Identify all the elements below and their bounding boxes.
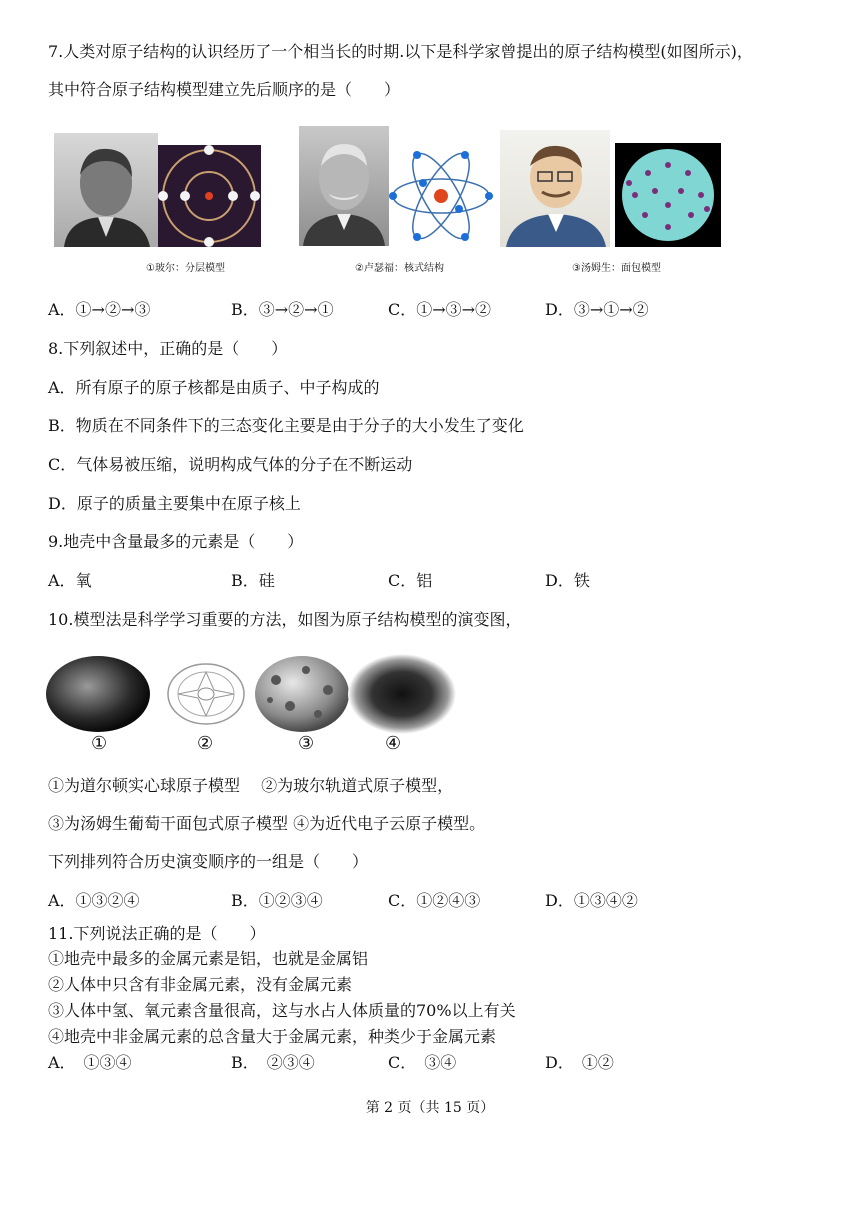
- q11-statement-1: ①地壳中最多的金属元素是铝，也就是金属铝: [48, 949, 369, 968]
- q10-option-d[interactable]: D．①③④②: [545, 891, 638, 910]
- page-footer: 第 2 页（共 15 页）: [365, 1100, 495, 1116]
- q8-option-b[interactable]: B．物质在不同条件下的三态变化主要是由于分子的大小发生了变化: [48, 416, 524, 435]
- q7-caption-3: ③汤姆生：面包模型: [572, 263, 661, 274]
- q9-stem: 9.地壳中含量最多的元素是（ ）: [48, 532, 304, 551]
- q7-option-a[interactable]: A．①→②→③: [48, 300, 151, 319]
- electron-cloud: [348, 654, 456, 734]
- q9-option-b[interactable]: B．硅: [231, 571, 275, 590]
- fig-label-2: ②: [197, 733, 214, 754]
- q7-stem-line2: 其中符合原子结构模型建立先后顺序的是（ ）: [48, 80, 401, 99]
- q10-option-c[interactable]: C．①②④③: [388, 891, 481, 910]
- q8-stem: 8.下列叙述中，正确的是（ ）: [48, 339, 288, 358]
- q10-stem: 10.模型法是科学学习重要的方法，如图为原子结构模型的演变图，: [48, 610, 522, 629]
- fig-label-3: ③: [298, 733, 315, 754]
- q11-statement-4: ④地壳中非金属元素的总含量大于金属元素，种类少于金属元素: [48, 1027, 497, 1046]
- q7-caption-1: ①玻尔：分层模型: [146, 263, 225, 274]
- fig-label-4: ④: [385, 733, 402, 754]
- bohr-layer-model-image: [158, 145, 261, 247]
- dalton-solid-sphere: [46, 656, 150, 732]
- q10-ask: 下列排列符合历史演变顺序的一组是（ ）: [48, 852, 369, 871]
- q7-stem-line1: 7.人类对原子结构的认识经历了一个相当长的时期.以下是科学家曾提出的原子结构模型(如图所示)，: [48, 42, 753, 61]
- q11-option-b[interactable]: B． ②③④: [231, 1053, 315, 1072]
- q8-option-a[interactable]: A．所有原子的原子核都是由质子、中子构成的: [48, 378, 380, 397]
- q10-option-b[interactable]: B．①②③④: [231, 891, 323, 910]
- q11-option-c[interactable]: C． ③④: [388, 1053, 457, 1072]
- thomson-raisin-sphere: [255, 656, 349, 732]
- q11-statement-3: ③人体中氢、氧元素含量很高，这与水占人体质量的70%以上有关: [48, 1001, 516, 1020]
- q8-option-d[interactable]: D．原子的质量主要集中在原子核上: [48, 494, 301, 513]
- rutherford-portrait: [299, 126, 389, 246]
- q7-option-c[interactable]: C．①→③→②: [388, 300, 492, 319]
- q8-option-c[interactable]: C．气体易被压缩，说明构成气体的分子在不断运动: [48, 455, 413, 474]
- thomson-pudding-model-image: [615, 143, 721, 247]
- q11-option-d[interactable]: D． ①②: [545, 1053, 614, 1072]
- q9-option-c[interactable]: C．铝: [388, 571, 433, 590]
- rutherford-nuclear-model-image: [389, 145, 494, 247]
- q10-desc-line2: ③为汤姆生葡萄干面包式原子模型 ④为近代电子云原子模型。: [48, 814, 486, 833]
- q11-stem: 11.下列说法正确的是（ ）: [48, 924, 266, 943]
- thomson-portrait: [500, 130, 610, 247]
- bohr-portrait: [54, 133, 158, 247]
- fig-label-1: ①: [91, 733, 108, 754]
- bohr-orbit-sketch: [168, 664, 244, 724]
- q7-option-d[interactable]: D．③→①→②: [545, 300, 649, 319]
- q7-option-b[interactable]: B．③→②→①: [231, 300, 334, 319]
- q10-desc-line1: ①为道尔顿实心球原子模型 ②为玻尔轨道式原子模型，: [48, 776, 454, 795]
- q11-statement-2: ②人体中只含有非金属元素，没有金属元素: [48, 975, 353, 994]
- q9-option-d[interactable]: D．铁: [545, 571, 590, 590]
- q10-option-a[interactable]: A．①③②④: [48, 891, 140, 910]
- q9-option-a[interactable]: A．氧: [48, 571, 92, 590]
- q11-option-a[interactable]: A． ①③④: [48, 1053, 132, 1072]
- q7-caption-2: ②卢瑟福：核式结构: [355, 263, 444, 274]
